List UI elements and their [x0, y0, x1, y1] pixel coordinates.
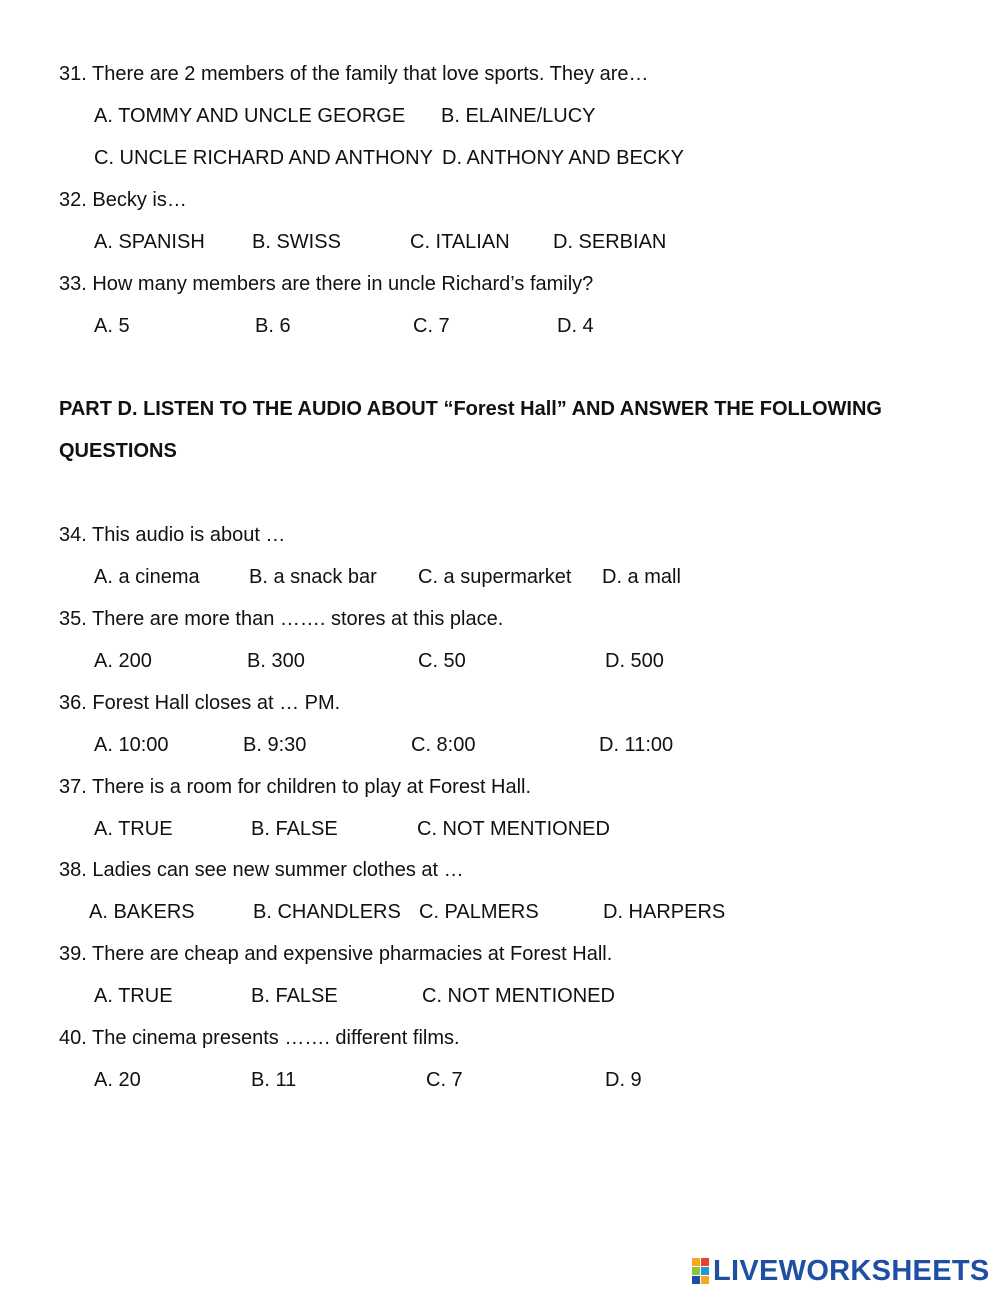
question-36: 36. Forest Hall closes at … PM.: [59, 692, 341, 714]
q33-option-a: A. 5: [94, 315, 130, 337]
q33-option-c: C. 7: [413, 315, 450, 337]
q39-option-a: A. TRUE: [94, 985, 173, 1007]
q38-option-b: B. CHANDLERS: [253, 901, 401, 923]
question-35: 35. There are more than ……. stores at this place.: [59, 608, 504, 630]
logo-text: LIVEWORKSHEETS: [713, 1254, 990, 1287]
question-40: 40. The cinema presents ……. different films.: [59, 1027, 460, 1049]
q37-option-b: B. FALSE: [251, 818, 338, 840]
q40-option-a: A. 20: [94, 1069, 141, 1091]
q37-option-c: C. NOT MENTIONED: [417, 818, 610, 840]
q33-option-d: D. 4: [557, 315, 594, 337]
q32-option-d: D. SERBIAN: [553, 231, 667, 253]
q39-option-c: C. NOT MENTIONED: [422, 985, 615, 1007]
q32-option-b: B. SWISS: [252, 231, 341, 253]
q34-option-b: B. a snack bar: [249, 566, 377, 588]
q31-option-c: C. UNCLE RICHARD AND ANTHONY: [94, 147, 433, 169]
q35-option-c: C. 50: [418, 650, 466, 672]
question-31: 31. There are 2 members of the family that love sports. They are…: [59, 63, 649, 85]
q35-option-b: B. 300: [247, 650, 305, 672]
q35-option-d: D. 500: [605, 650, 664, 672]
q36-option-c: C. 8:00: [411, 734, 476, 756]
q40-option-d: D. 9: [605, 1069, 642, 1091]
q40-option-b: B. 11: [251, 1069, 297, 1091]
q32-option-c: C. ITALIAN: [410, 231, 510, 253]
q33-option-b: B. 6: [255, 315, 291, 337]
part-d-heading-cont: QUESTIONS: [59, 440, 177, 462]
q36-option-d: D. 11:00: [599, 734, 674, 756]
q31-option-d: D. ANTHONY AND BECKY: [442, 147, 684, 169]
q38-option-c: C. PALMERS: [419, 901, 539, 923]
q39-option-b: B. FALSE: [251, 985, 338, 1007]
q36-option-b: B. 9:30: [243, 734, 307, 756]
q37-option-a: A. TRUE: [94, 818, 173, 840]
logo-blocks-icon: [692, 1258, 709, 1284]
q38-option-d: D. HARPERS: [603, 901, 726, 923]
liveworksheets-logo: [692, 1254, 992, 1288]
question-34: 34. This audio is about …: [59, 524, 286, 546]
question-33: 33. How many members are there in uncle Richard’s family?: [59, 273, 594, 295]
q34-option-a: A. a cinema: [94, 566, 200, 588]
q40-option-c: C. 7: [426, 1069, 463, 1091]
question-37: 37. There is a room for children to play at Forest Hall.: [59, 776, 532, 798]
q34-option-d: D. a mall: [602, 566, 681, 588]
question-32: 32. Becky is…: [59, 189, 187, 211]
q38-option-a: A. BAKERS: [89, 901, 195, 923]
q35-option-a: A. 200: [94, 650, 152, 672]
q31-option-a: A. TOMMY AND UNCLE GEORGE: [94, 105, 406, 127]
question-38: 38. Ladies can see new summer clothes at …: [59, 859, 464, 881]
q34-option-c: C. a supermarket: [418, 566, 572, 588]
q36-option-a: A. 10:00: [94, 734, 169, 756]
question-39: 39. There are cheap and expensive pharmacies at Forest Hall.: [59, 943, 613, 965]
q31-option-b: B. ELAINE/LUCY: [441, 105, 596, 127]
q32-option-a: A. SPANISH: [94, 231, 205, 253]
part-d-heading: PART D. LISTEN TO THE AUDIO ABOUT “Forest Hall” AND ANSWER THE FOLLOWING: [59, 398, 882, 420]
